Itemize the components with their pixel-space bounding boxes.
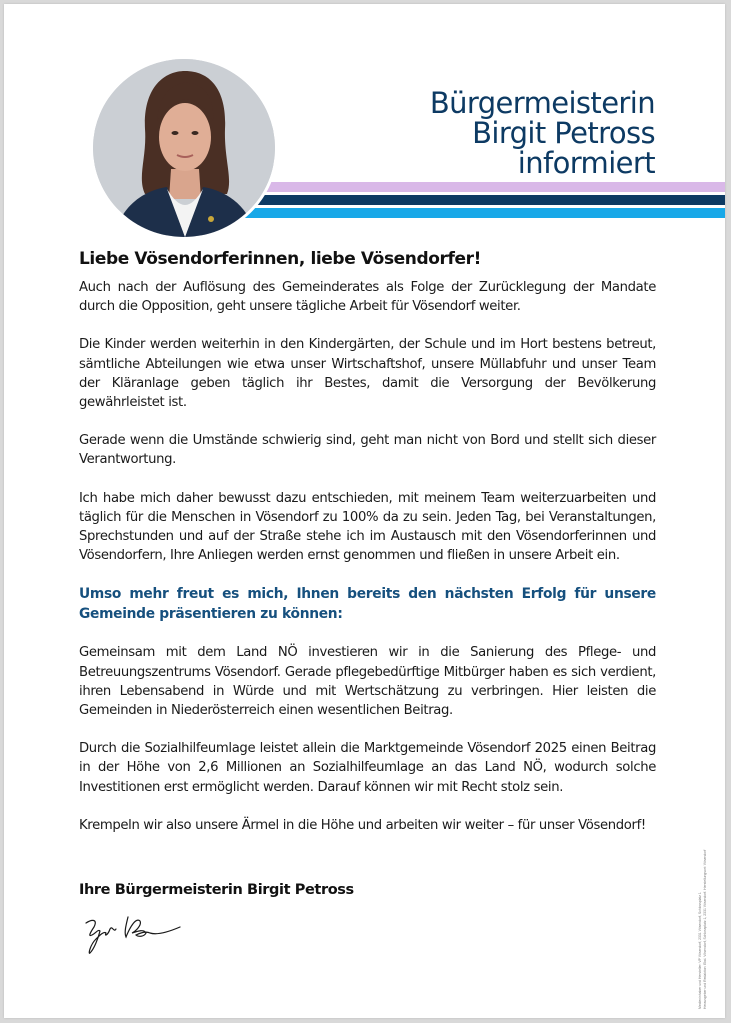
highlight-paragraph: Umso mehr freut es mich, Ihnen bereits den nächsten Erfolg für unsere Gemeinde präsentieren zu können: xyxy=(79,586,656,623)
closing-line: Ihre Bürgermeisterin Birgit Petross xyxy=(79,882,354,898)
title-line-2: Birgit Petross xyxy=(472,116,655,150)
portrait-image xyxy=(93,59,275,237)
paragraph-1: Auch nach der Auflösung des Gemeinderates als Folge der Zurücklegung der Mandate durch die Opposition, geht unsere tägliche Arbeit für Vösendorf weiter. xyxy=(79,280,656,315)
imprint-vertical xyxy=(698,764,720,1009)
signature-icon xyxy=(80,909,190,959)
paragraph-2: Die Kinder werden weiterhin in den Kindergärten, der Schule und im Hort bestens betreut, sämtliche Abteilungen wie etwa unser Wirtschaftshof, unsere Müllabfuhr und unser Team der Kläranlage geben täglich ihr Bestes, damit die Versorgung der Bevölkerung gewährleistet ist. xyxy=(79,337,656,411)
title-line-3: informiert xyxy=(517,146,655,180)
title-line-1: Bürgermeisterin xyxy=(429,86,655,120)
greeting-heading: Liebe Vösendorferinnen, liebe Vösendorfer! xyxy=(79,249,481,269)
paragraph-5: Gemeinsam mit dem Land NÖ investieren wir in die Sanierung des Pflege- und Betreuungszentrums Vösendorf. Gerade pflegebedürftige Mitbürger haben es sich verdient, ihren Lebensabend in Würde und mit Wertschätzung zu verbringen. Hier leisten die Gemeinden in Niederösterreich einen wesentlichen Beitrag. xyxy=(79,645,656,719)
paragraph-3: Gerade wenn die Umstände schwierig sind, geht man nicht von Bord und stellt sich dieser Verantwortung. xyxy=(79,433,656,468)
stripe-lilac xyxy=(250,182,725,192)
stripe-navy xyxy=(240,195,725,205)
paragraph-7: Krempeln wir also unsere Ärmel in die Höhe und arbeiten wir weiter – für unser Vösendorf! xyxy=(79,817,646,833)
portrait-photo xyxy=(90,56,278,240)
imprint-line-1: Medieninhaber und Hersteller: VP Vösendorf, 2331 Vösendorf, Schlossplatz 1 xyxy=(698,892,702,1009)
letter-body xyxy=(79,248,656,835)
imprint-line-2: Herausgeber und Redaktion: Ebd. Vösendorf, Schlossplatz 1, 2331 Vösendorf. Herstellungsort: Vösendorf xyxy=(703,849,707,1009)
paragraph-4: Ich habe mich daher bewusst dazu entschieden, mit meinem Team weiterzuarbeiten und täglich für die Menschen in Vösendorf zu 100% da zu sein. Jeden Tag, bei Veranstaltungen, Sprechstunden und auf der Straße stehe ich im Austausch mit den Vösendorferinnen und Vösendorfern, Ihre Anliegen werden ernst genommen und fließen in unsere Arbeit ein. xyxy=(79,490,656,564)
header-title xyxy=(430,88,655,178)
document-page xyxy=(4,4,725,1018)
paragraph-6: Durch die Sozialhilfeumlage leistet allein die Marktgemeinde Vösendorf 2025 einen Beitrag in der Höhe von 2,6 Millionen an Sozialhilfeumlage an das Land NÖ, wodurch solche Investitionen erst ermöglicht werden. Darauf können wir mit Recht stolz sein. xyxy=(79,741,656,795)
stripe-blue xyxy=(229,208,725,218)
